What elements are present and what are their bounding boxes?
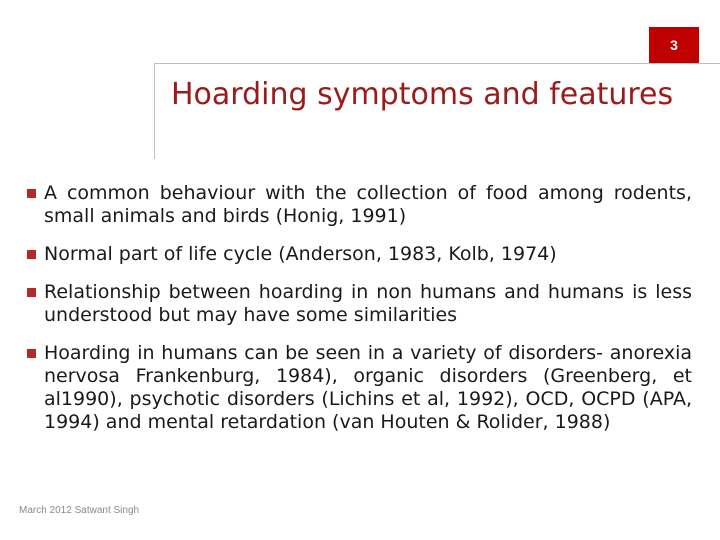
bullet-item [27,281,692,327]
square-bullet-icon [27,288,36,297]
bullet-text: A common behaviour with the collection of food among rodents, small animals and birds (Honig, 1991) [44,182,692,227]
bullet-text: Hoarding in humans can be seen in a variety of disorders- anorexia nervosa Frankenburg, 1984), organic disorders (Greenberg, et al1990), psychotic disorders (Lichins et al, 1992), OCD, OCPD (APA, 1994) and mental retardation (van Houten & Rolider, 1988) [44,342,692,433]
square-bullet-icon [27,349,36,358]
bullet-text: Normal part of life cycle (Anderson, 1983, Kolb, 1974) [44,243,557,265]
bullet-item [27,182,692,228]
title-vertical-divider [154,63,155,159]
slide-footer: March 2012 Satwant Singh [19,505,140,516]
bullet-item [27,243,692,266]
slide-number-badge: 3 [649,27,699,63]
bullet-text: Relationship between hoarding in non humans and humans is less understood but may have some similarities [44,281,692,326]
square-bullet-icon [27,189,36,198]
title-divider [154,63,720,64]
square-bullet-icon [27,250,36,259]
bullet-list [27,182,692,434]
slide-title: Hoarding symptoms and features [171,77,674,112]
bullet-item [27,342,692,434]
